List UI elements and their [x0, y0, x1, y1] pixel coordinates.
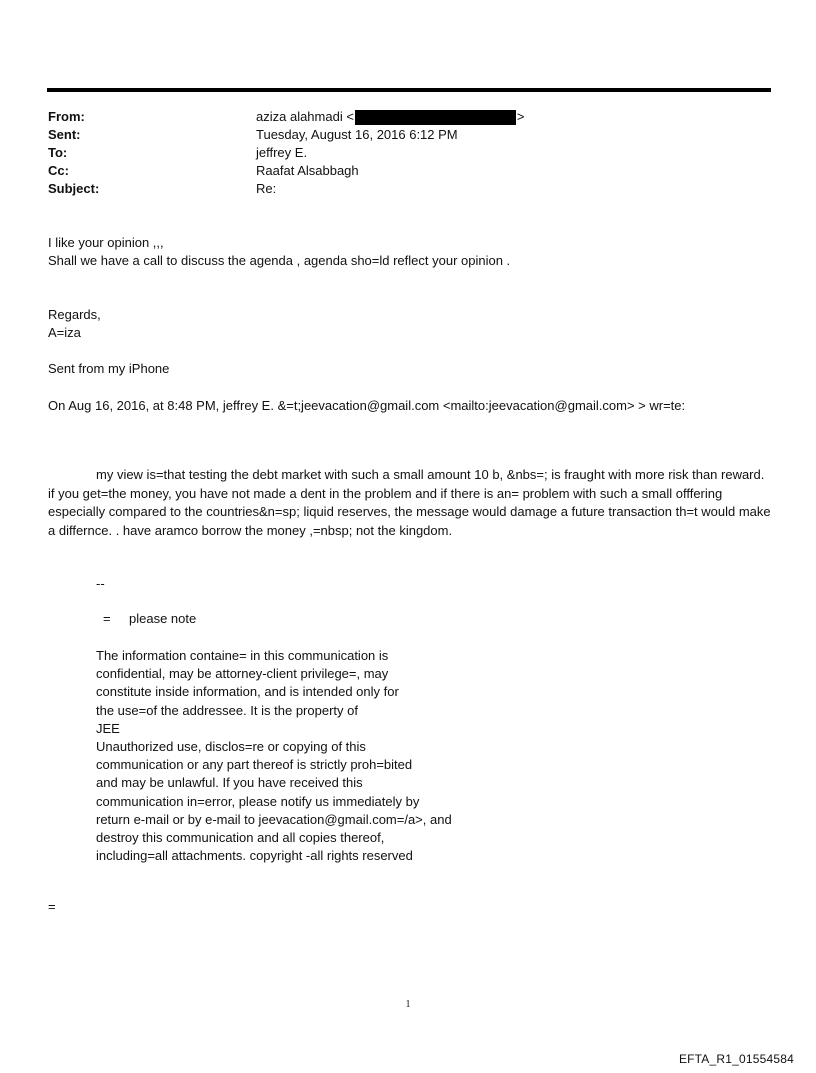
- document-id: EFTA_R1_01554584: [678, 1052, 794, 1066]
- disclaimer-line: destroy this communication and all copies thereof,: [96, 830, 385, 846]
- sent-value: Tuesday, August 16, 2016 6:12 PM: [256, 127, 458, 142]
- disclaimer-line: including=all attachments. copyright -all rights reserved: [96, 848, 413, 864]
- quoted-paragraph: my view is=that testing the debt market with such a small amount 10 b, &nbs=; is fraught with more risk than reward. if you get=the money, you have not made a dent in the problem and if there is an= problem with such a small offfering especially compared to the countries&n=sp; liquid reserves, the message would damage a future transaction th=t would make a differnce. . have aramco borrow the money ,=nbsp; not the kingdom.: [48, 467, 771, 538]
- subject-row: [48, 180, 748, 198]
- quote-intro: On Aug 16, 2016, at 8:48 PM, jeffrey E. &=t;jeevacation@gmail.com <mailto:jeevacation@gmail.com> > wr=te:: [48, 398, 686, 413]
- sent-label: Sent:: [48, 127, 81, 142]
- disclaimer-line: constitute inside information, and is intended only for: [96, 684, 399, 700]
- disclaimer-line: and may be unlawful. If you have received this: [96, 775, 363, 791]
- disclaimer-line: communication in=error, please notify us immediately by: [96, 793, 420, 809]
- email-header: [48, 108, 748, 198]
- disclaimer-line: Unauthorized use, disclos=re or copying of this: [96, 739, 366, 755]
- to-value: jeffrey E.: [256, 145, 308, 160]
- disclaimer-line: communication or any part thereof is strictly proh=bited: [96, 757, 413, 773]
- signature: A=iza: [48, 325, 81, 340]
- cc-row: [48, 162, 748, 180]
- subject-value: Re:: [256, 181, 277, 196]
- note-equals: =: [103, 611, 111, 626]
- from-label: From:: [48, 109, 85, 124]
- from-name: aziza alahmadi <: [256, 109, 354, 124]
- from-row: [48, 108, 748, 126]
- subject-label: Subject:: [48, 181, 100, 196]
- disclaimer-line: confidential, may be attorney-client privilege=, may: [96, 666, 389, 682]
- body-line-1: I like your opinion ,,,: [48, 235, 164, 250]
- trailing-equals: =: [48, 899, 56, 914]
- to-label: To:: [48, 145, 68, 160]
- cc-value: Raafat Alsabbagh: [256, 163, 359, 178]
- redaction-box: [355, 110, 516, 125]
- sent-row: [48, 126, 748, 144]
- disclaimer-line: the use=of the addressee. It is the property of: [96, 702, 358, 718]
- disclaimer: [96, 647, 516, 865]
- to-row: [48, 144, 748, 162]
- disclaimer-line: JEE: [96, 720, 120, 736]
- please-note: please note: [129, 611, 197, 626]
- cc-label: Cc:: [48, 163, 69, 178]
- sent-from-line: Sent from my iPhone: [48, 361, 170, 376]
- disclaimer-line: return e-mail or by e-mail to jeevacation@gmail.com=/a>, and: [96, 811, 452, 827]
- signature-separator: --: [96, 576, 105, 591]
- disclaimer-line: The information containe= in this communication is: [96, 648, 389, 663]
- page-number: 1: [405, 999, 411, 1010]
- regards: Regards,: [48, 307, 101, 322]
- from-close: >: [516, 109, 525, 124]
- header-rule: [47, 88, 771, 92]
- from-value: [256, 108, 525, 126]
- body-line-2: Shall we have a call to discuss the agenda , agenda sho=ld reflect your opinion .: [48, 253, 511, 268]
